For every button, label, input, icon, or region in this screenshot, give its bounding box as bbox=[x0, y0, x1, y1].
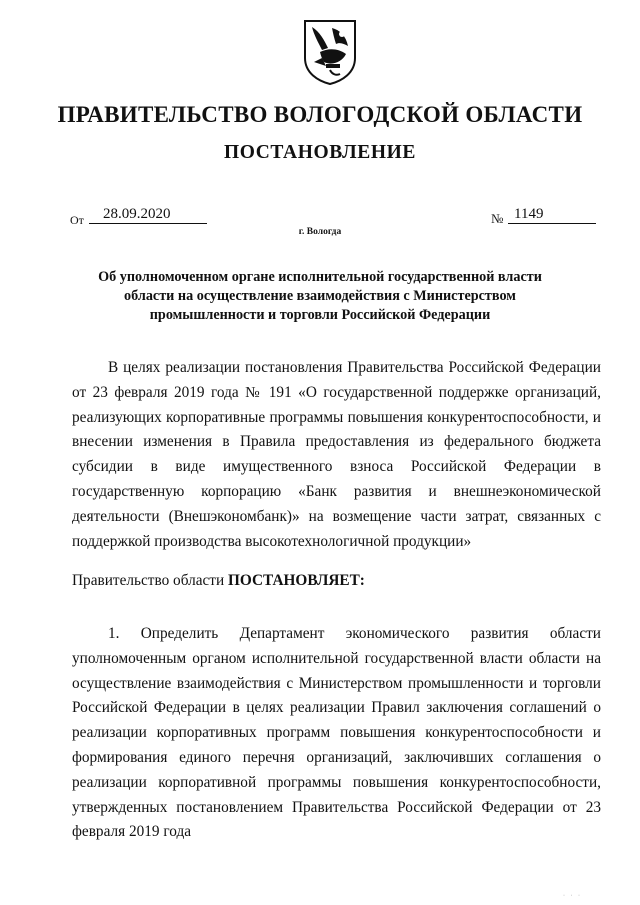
coat-of-arms-icon bbox=[302, 18, 358, 86]
decree-prefix: Правительство области bbox=[72, 572, 229, 589]
preamble-paragraph: В целях реализации постановления Правительства Российской Федерации от 23 февраля 2019 года № 191 «О государственной поддержке организаций, реализующих корпоративные программы повышения конкурентоспособности, и внесении изменения в Правила предоставления из федерального бюджета субсидии в виде имущественного взноса Российской Федерации в государственную корпорацию «Банк развития и внешнеэкономической деятельности (Внешэкономбанк)» на возмещение части затрат, связанных с поддержкой производства высокотехнологичной продукции» bbox=[72, 359, 601, 550]
document-subject: Об уполномоченном органе исполнительной государственной власти области на осуществление взаимодействия с Министерством промышленности и торговли Российской Федерации bbox=[98, 269, 542, 323]
government-title: ПРАВИТЕЛЬСТВО ВОЛОГОДСКОЙ ОБЛАСТИ bbox=[57, 102, 583, 127]
clause-1-paragraph: 1. Определить Департамент экономического развития области уполномоченным органом исполнительной государственной власти области на осуществление взаимодействия с Министерством промышленности и торговли Российской Федерации в целях реализации Правил заключения соглашений о реализации корпоративных программ повышения конкурентоспособности и формирования единого перечня организаций, заключивших соглашения о реализации корпоративной программы повышения конкурентоспособности, утвержденных постановлением Правительства Российской Федерации от 23 февраля 2019 года bbox=[72, 625, 601, 841]
city: г. Вологда bbox=[298, 227, 342, 237]
document-date: 28.09.2020 bbox=[89, 205, 207, 224]
document-type: ПОСТАНОВЛЕНИЕ bbox=[223, 142, 417, 163]
page-mark: · · · bbox=[563, 893, 582, 899]
number-label: № bbox=[491, 211, 504, 226]
date-label: От bbox=[70, 213, 84, 227]
decree-line bbox=[72, 569, 365, 594]
decree-word: ПОСТАНОВЛЯЕТ: bbox=[228, 572, 365, 589]
document-number: 1149 bbox=[508, 205, 596, 224]
